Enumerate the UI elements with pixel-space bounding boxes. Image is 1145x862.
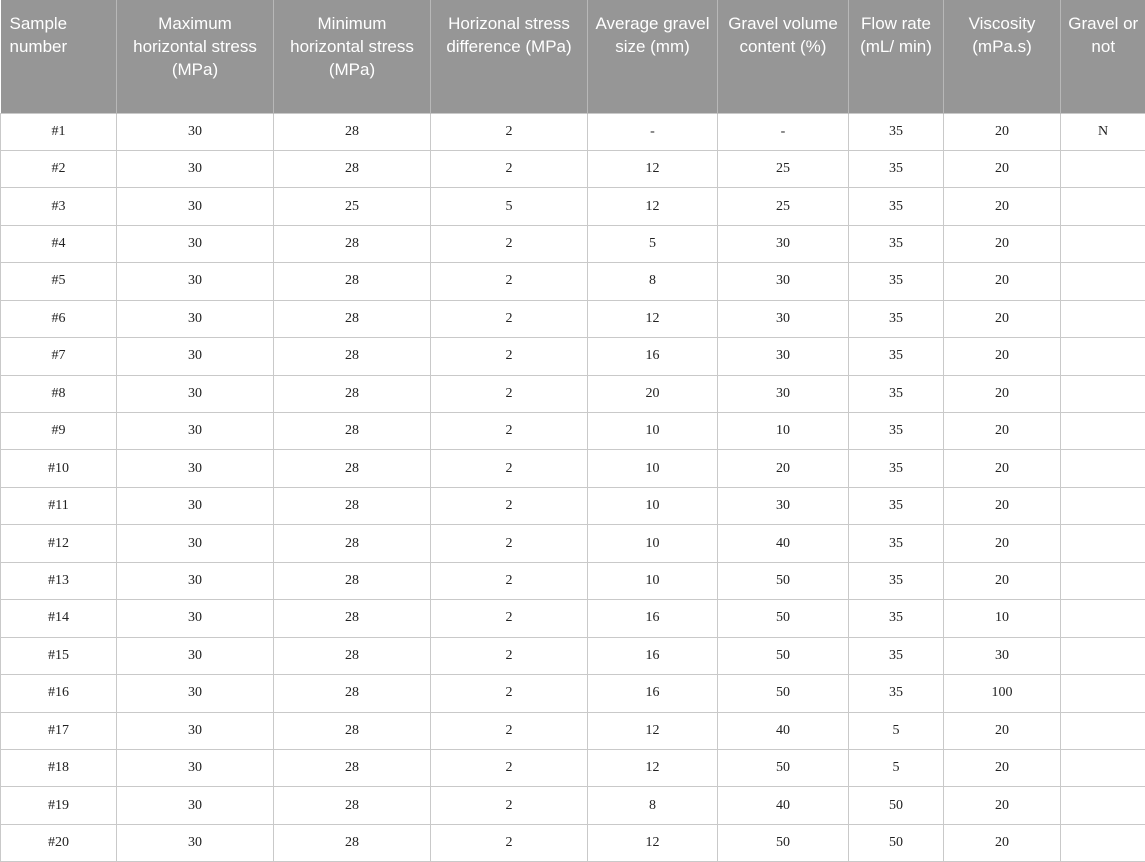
table-row xyxy=(1,487,1145,524)
gravel-or-not-cell xyxy=(1061,787,1145,824)
gravel-volume-content-cell: 30 xyxy=(718,263,849,300)
viscosity-cell: 20 xyxy=(944,749,1061,786)
stress-difference-cell: 2 xyxy=(431,300,588,337)
gravel-volume-content-cell: 30 xyxy=(718,375,849,412)
stress-difference-cell: 2 xyxy=(431,338,588,375)
max-horizontal-stress-cell: 30 xyxy=(117,188,274,225)
stress-difference-cell: 2 xyxy=(431,225,588,262)
max-horizontal-stress-cell: 30 xyxy=(117,413,274,450)
viscosity-cell: 20 xyxy=(944,712,1061,749)
stress-difference-cell: 2 xyxy=(431,824,588,861)
viscosity-cell: 10 xyxy=(944,600,1061,637)
header-stress-difference: Horizonal stress difference (MPa) xyxy=(431,0,588,113)
stress-difference-cell: 2 xyxy=(431,450,588,487)
min-horizontal-stress-cell: 28 xyxy=(274,150,431,187)
max-horizontal-stress-cell: 30 xyxy=(117,675,274,712)
average-gravel-size-cell: 8 xyxy=(588,263,718,300)
min-horizontal-stress-cell: 28 xyxy=(274,787,431,824)
gravel-or-not-cell xyxy=(1061,824,1145,861)
sample-number-cell: #2 xyxy=(1,150,117,187)
viscosity-cell: 20 xyxy=(944,113,1061,150)
gravel-volume-content-cell: 25 xyxy=(718,150,849,187)
min-horizontal-stress-cell: 28 xyxy=(274,338,431,375)
min-horizontal-stress-cell: 25 xyxy=(274,188,431,225)
gravel-volume-content-cell: 30 xyxy=(718,225,849,262)
max-horizontal-stress-cell: 30 xyxy=(117,749,274,786)
gravel-or-not-cell xyxy=(1061,338,1145,375)
stress-difference-cell: 2 xyxy=(431,113,588,150)
flow-rate-cell: 35 xyxy=(849,600,944,637)
min-horizontal-stress-cell: 28 xyxy=(274,450,431,487)
table-row xyxy=(1,375,1145,412)
average-gravel-size-cell: - xyxy=(588,113,718,150)
min-horizontal-stress-cell: 28 xyxy=(274,375,431,412)
max-horizontal-stress-cell: 30 xyxy=(117,450,274,487)
max-horizontal-stress-cell: 30 xyxy=(117,375,274,412)
max-horizontal-stress-cell: 30 xyxy=(117,225,274,262)
average-gravel-size-cell: 12 xyxy=(588,300,718,337)
viscosity-cell: 20 xyxy=(944,188,1061,225)
min-horizontal-stress-cell: 28 xyxy=(274,413,431,450)
gravel-or-not-cell xyxy=(1061,600,1145,637)
gravel-or-not-cell xyxy=(1061,300,1145,337)
flow-rate-cell: 35 xyxy=(849,375,944,412)
flow-rate-cell: 5 xyxy=(849,749,944,786)
header-gravel-or-not: Gravel or not xyxy=(1061,0,1145,113)
gravel-volume-content-cell: - xyxy=(718,113,849,150)
table-row xyxy=(1,338,1145,375)
gravel-or-not-cell: N xyxy=(1061,113,1145,150)
flow-rate-cell: 35 xyxy=(849,300,944,337)
viscosity-cell: 30 xyxy=(944,637,1061,674)
gravel-or-not-cell xyxy=(1061,225,1145,262)
sample-number-cell: #11 xyxy=(1,487,117,524)
header-gravel-volume-content: Gravel volume content (%) xyxy=(718,0,849,113)
table-row xyxy=(1,637,1145,674)
flow-rate-cell: 35 xyxy=(849,562,944,599)
viscosity-cell: 20 xyxy=(944,338,1061,375)
gravel-volume-content-cell: 20 xyxy=(718,450,849,487)
viscosity-cell: 20 xyxy=(944,150,1061,187)
gravel-or-not-cell xyxy=(1061,487,1145,524)
sample-number-cell: #14 xyxy=(1,600,117,637)
flow-rate-cell: 35 xyxy=(849,675,944,712)
table-row xyxy=(1,525,1145,562)
viscosity-cell: 20 xyxy=(944,413,1061,450)
sample-number-cell: #1 xyxy=(1,113,117,150)
flow-rate-cell: 35 xyxy=(849,487,944,524)
table-row xyxy=(1,675,1145,712)
flow-rate-cell: 35 xyxy=(849,338,944,375)
min-horizontal-stress-cell: 28 xyxy=(274,263,431,300)
stress-difference-cell: 2 xyxy=(431,749,588,786)
gravel-volume-content-cell: 10 xyxy=(718,413,849,450)
viscosity-cell: 20 xyxy=(944,787,1061,824)
max-horizontal-stress-cell: 30 xyxy=(117,525,274,562)
header-average-gravel-size: Average gravel size (mm) xyxy=(588,0,718,113)
gravel-or-not-cell xyxy=(1061,263,1145,300)
flow-rate-cell: 35 xyxy=(849,150,944,187)
table-row xyxy=(1,150,1145,187)
average-gravel-size-cell: 20 xyxy=(588,375,718,412)
min-horizontal-stress-cell: 28 xyxy=(274,225,431,262)
stress-difference-cell: 2 xyxy=(431,263,588,300)
table-row xyxy=(1,600,1145,637)
gravel-volume-content-cell: 30 xyxy=(718,300,849,337)
flow-rate-cell: 35 xyxy=(849,188,944,225)
viscosity-cell: 20 xyxy=(944,824,1061,861)
max-horizontal-stress-cell: 30 xyxy=(117,338,274,375)
flow-rate-cell: 35 xyxy=(849,450,944,487)
table-row xyxy=(1,749,1145,786)
sample-number-cell: #17 xyxy=(1,712,117,749)
average-gravel-size-cell: 8 xyxy=(588,787,718,824)
gravel-or-not-cell xyxy=(1061,637,1145,674)
stress-difference-cell: 2 xyxy=(431,637,588,674)
min-horizontal-stress-cell: 28 xyxy=(274,637,431,674)
header-max-horizontal-stress: Maximum horizontal stress (MPa) xyxy=(117,0,274,113)
gravel-volume-content-cell: 40 xyxy=(718,712,849,749)
min-horizontal-stress-cell: 28 xyxy=(274,562,431,599)
gravel-or-not-cell xyxy=(1061,413,1145,450)
stress-difference-cell: 2 xyxy=(431,562,588,599)
flow-rate-cell: 35 xyxy=(849,413,944,450)
header-sample-number: Sample number xyxy=(1,0,117,113)
flow-rate-cell: 50 xyxy=(849,824,944,861)
sample-number-cell: #18 xyxy=(1,749,117,786)
stress-difference-cell: 2 xyxy=(431,413,588,450)
average-gravel-size-cell: 16 xyxy=(588,675,718,712)
gravel-volume-content-cell: 50 xyxy=(718,675,849,712)
min-horizontal-stress-cell: 28 xyxy=(274,525,431,562)
table-row xyxy=(1,188,1145,225)
max-horizontal-stress-cell: 30 xyxy=(117,824,274,861)
gravel-or-not-cell xyxy=(1061,712,1145,749)
header-viscosity: Viscosity (mPa.s) xyxy=(944,0,1061,113)
stress-difference-cell: 2 xyxy=(431,525,588,562)
sample-number-cell: #16 xyxy=(1,675,117,712)
average-gravel-size-cell: 10 xyxy=(588,450,718,487)
sample-number-cell: #6 xyxy=(1,300,117,337)
table-row xyxy=(1,712,1145,749)
viscosity-cell: 20 xyxy=(944,300,1061,337)
gravel-volume-content-cell: 30 xyxy=(718,487,849,524)
sample-number-cell: #5 xyxy=(1,263,117,300)
min-horizontal-stress-cell: 28 xyxy=(274,712,431,749)
viscosity-cell: 20 xyxy=(944,525,1061,562)
table-row xyxy=(1,787,1145,824)
max-horizontal-stress-cell: 30 xyxy=(117,600,274,637)
table-row xyxy=(1,225,1145,262)
flow-rate-cell: 35 xyxy=(849,263,944,300)
flow-rate-cell: 5 xyxy=(849,712,944,749)
sample-number-cell: #3 xyxy=(1,188,117,225)
sample-number-cell: #10 xyxy=(1,450,117,487)
table-row xyxy=(1,824,1145,861)
min-horizontal-stress-cell: 28 xyxy=(274,749,431,786)
table-row xyxy=(1,562,1145,599)
max-horizontal-stress-cell: 30 xyxy=(117,263,274,300)
sample-number-cell: #13 xyxy=(1,562,117,599)
min-horizontal-stress-cell: 28 xyxy=(274,113,431,150)
min-horizontal-stress-cell: 28 xyxy=(274,600,431,637)
gravel-volume-content-cell: 25 xyxy=(718,188,849,225)
average-gravel-size-cell: 10 xyxy=(588,413,718,450)
gravel-volume-content-cell: 50 xyxy=(718,600,849,637)
viscosity-cell: 20 xyxy=(944,562,1061,599)
stress-difference-cell: 2 xyxy=(431,600,588,637)
average-gravel-size-cell: 10 xyxy=(588,525,718,562)
gravel-or-not-cell xyxy=(1061,675,1145,712)
stress-difference-cell: 2 xyxy=(431,487,588,524)
average-gravel-size-cell: 10 xyxy=(588,562,718,599)
sample-number-cell: #15 xyxy=(1,637,117,674)
gravel-or-not-cell xyxy=(1061,375,1145,412)
flow-rate-cell: 35 xyxy=(849,637,944,674)
max-horizontal-stress-cell: 30 xyxy=(117,150,274,187)
average-gravel-size-cell: 12 xyxy=(588,188,718,225)
table-body xyxy=(1,113,1145,862)
table-row xyxy=(1,113,1145,150)
viscosity-cell: 20 xyxy=(944,225,1061,262)
header-row xyxy=(1,0,1145,113)
average-gravel-size-cell: 12 xyxy=(588,712,718,749)
gravel-volume-content-cell: 40 xyxy=(718,525,849,562)
min-horizontal-stress-cell: 28 xyxy=(274,824,431,861)
gravel-volume-content-cell: 50 xyxy=(718,824,849,861)
average-gravel-size-cell: 16 xyxy=(588,600,718,637)
gravel-or-not-cell xyxy=(1061,188,1145,225)
flow-rate-cell: 35 xyxy=(849,525,944,562)
gravel-or-not-cell xyxy=(1061,562,1145,599)
gravel-volume-content-cell: 50 xyxy=(718,637,849,674)
flow-rate-cell: 35 xyxy=(849,225,944,262)
gravel-volume-content-cell: 50 xyxy=(718,562,849,599)
sample-number-cell: #20 xyxy=(1,824,117,861)
average-gravel-size-cell: 12 xyxy=(588,150,718,187)
flow-rate-cell: 35 xyxy=(849,113,944,150)
header-min-horizontal-stress: Minimum horizontal stress (MPa) xyxy=(274,0,431,113)
min-horizontal-stress-cell: 28 xyxy=(274,675,431,712)
gravel-or-not-cell xyxy=(1061,525,1145,562)
sample-number-cell: #9 xyxy=(1,413,117,450)
header-flow-rate: Flow rate (mL/ min) xyxy=(849,0,944,113)
sample-number-cell: #12 xyxy=(1,525,117,562)
viscosity-cell: 20 xyxy=(944,263,1061,300)
min-horizontal-stress-cell: 28 xyxy=(274,487,431,524)
min-horizontal-stress-cell: 28 xyxy=(274,300,431,337)
max-horizontal-stress-cell: 30 xyxy=(117,562,274,599)
sample-number-cell: #8 xyxy=(1,375,117,412)
flow-rate-cell: 50 xyxy=(849,787,944,824)
stress-difference-cell: 2 xyxy=(431,375,588,412)
average-gravel-size-cell: 12 xyxy=(588,749,718,786)
stress-difference-cell: 5 xyxy=(431,188,588,225)
average-gravel-size-cell: 12 xyxy=(588,824,718,861)
max-horizontal-stress-cell: 30 xyxy=(117,637,274,674)
sample-number-cell: #4 xyxy=(1,225,117,262)
table-row xyxy=(1,300,1145,337)
stress-difference-cell: 2 xyxy=(431,712,588,749)
table-header xyxy=(1,0,1145,113)
table-row xyxy=(1,263,1145,300)
gravel-volume-content-cell: 30 xyxy=(718,338,849,375)
max-horizontal-stress-cell: 30 xyxy=(117,787,274,824)
sample-number-cell: #19 xyxy=(1,787,117,824)
table-row xyxy=(1,413,1145,450)
stress-difference-cell: 2 xyxy=(431,675,588,712)
viscosity-cell: 20 xyxy=(944,450,1061,487)
stress-difference-cell: 2 xyxy=(431,787,588,824)
gravel-or-not-cell xyxy=(1061,749,1145,786)
average-gravel-size-cell: 5 xyxy=(588,225,718,262)
gravel-or-not-cell xyxy=(1061,450,1145,487)
max-horizontal-stress-cell: 30 xyxy=(117,487,274,524)
table-row xyxy=(1,450,1145,487)
viscosity-cell: 20 xyxy=(944,487,1061,524)
max-horizontal-stress-cell: 30 xyxy=(117,300,274,337)
stress-difference-cell: 2 xyxy=(431,150,588,187)
gravel-volume-content-cell: 50 xyxy=(718,749,849,786)
average-gravel-size-cell: 16 xyxy=(588,637,718,674)
viscosity-cell: 100 xyxy=(944,675,1061,712)
viscosity-cell: 20 xyxy=(944,375,1061,412)
gravel-or-not-cell xyxy=(1061,150,1145,187)
max-horizontal-stress-cell: 30 xyxy=(117,712,274,749)
average-gravel-size-cell: 16 xyxy=(588,338,718,375)
sample-number-cell: #7 xyxy=(1,338,117,375)
average-gravel-size-cell: 10 xyxy=(588,487,718,524)
max-horizontal-stress-cell: 30 xyxy=(117,113,274,150)
gravel-volume-content-cell: 40 xyxy=(718,787,849,824)
